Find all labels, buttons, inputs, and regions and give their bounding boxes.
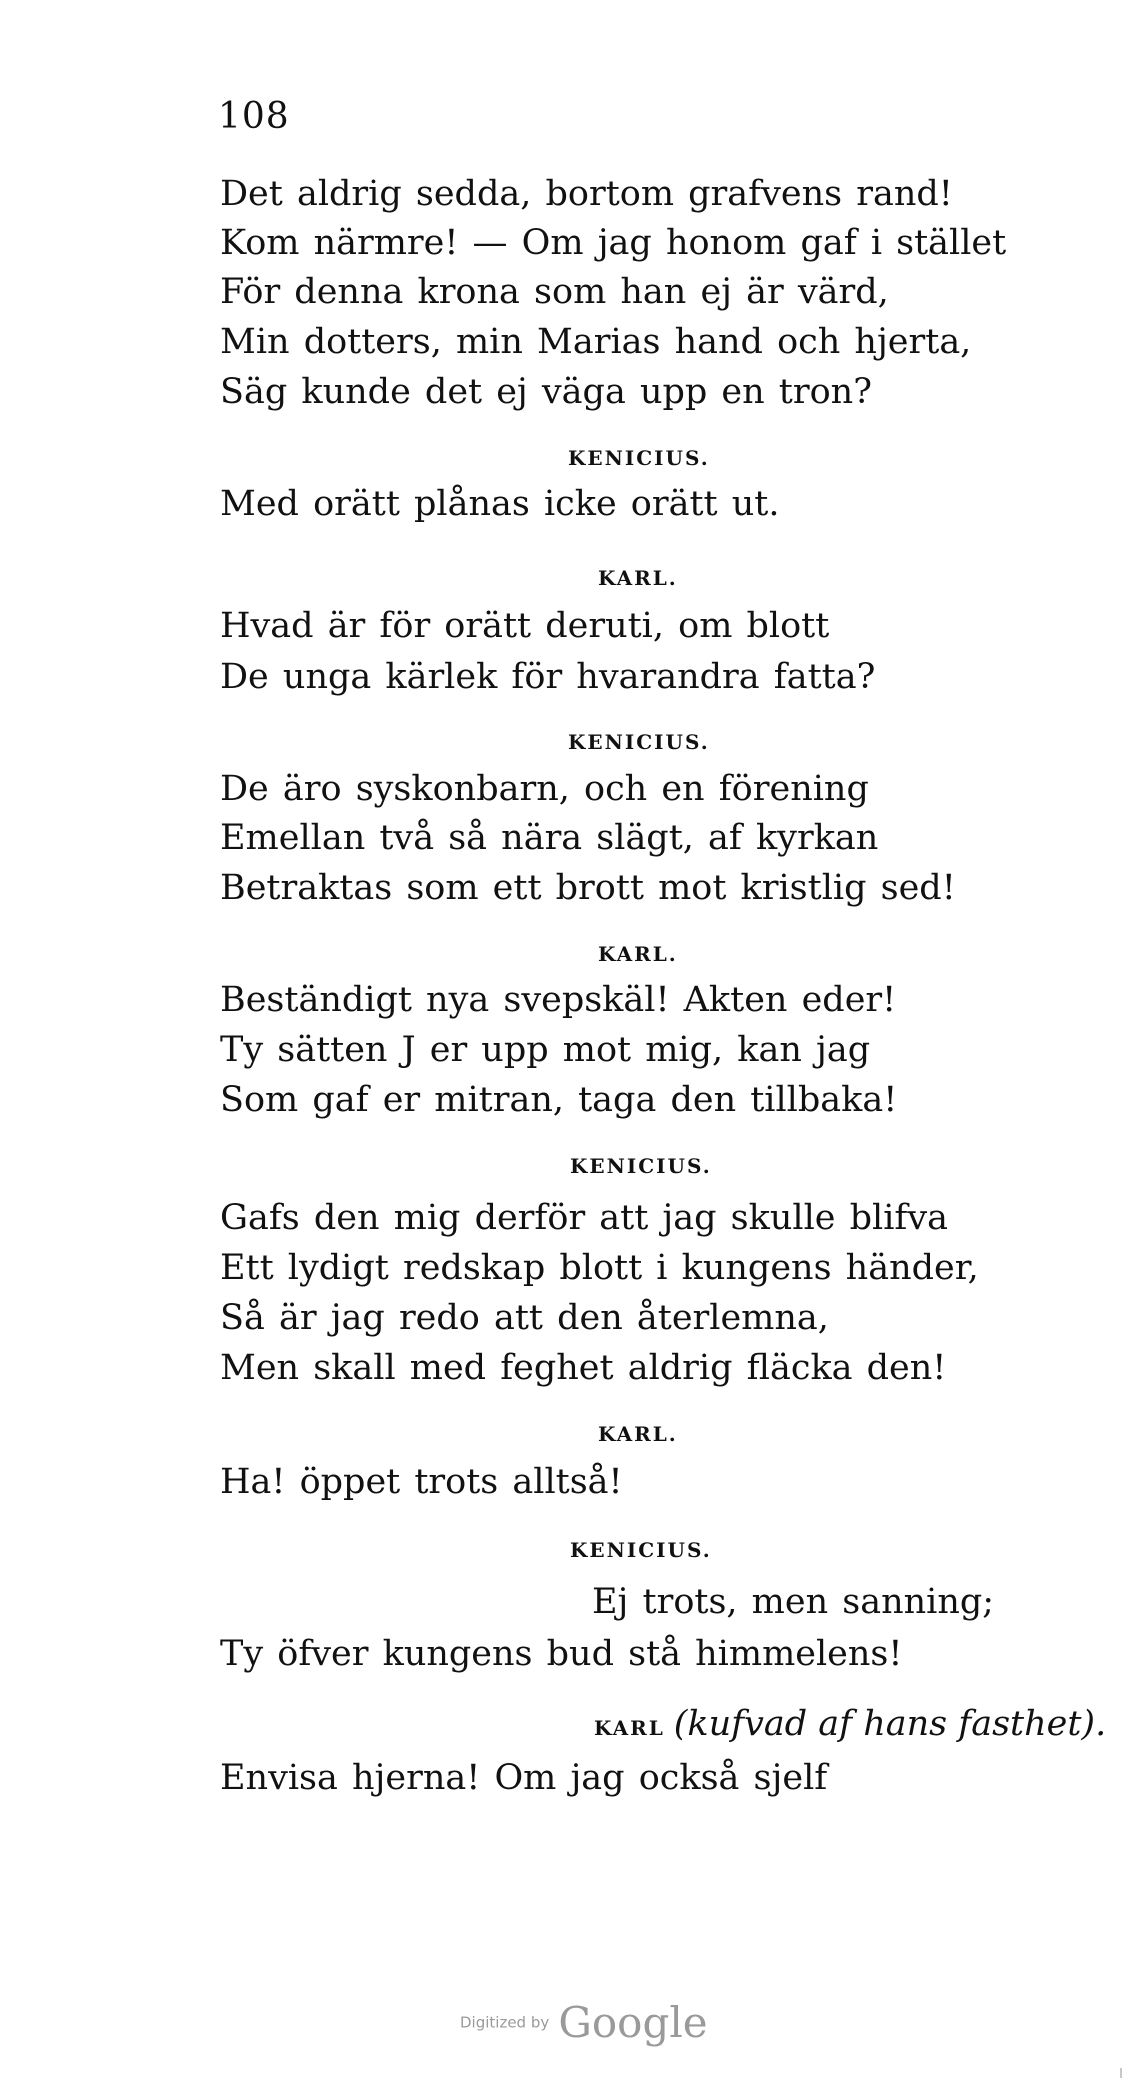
google-logo: Google: [558, 1998, 708, 2047]
verse-line: Ett lydigt redskap blott i kungens händer,: [220, 1248, 979, 1288]
verse-line: Beständigt nya svepskäl! Akten eder!: [220, 980, 897, 1020]
speaker-name: KARL: [594, 1716, 665, 1740]
stage-direction: (kufvad af hans fasthet).: [673, 1704, 1107, 1744]
verse-line: Men skall med feghet aldrig fläcka den!: [220, 1348, 947, 1388]
digitized-watermark: [460, 1998, 708, 2047]
speaker-name: KENICIUS.: [568, 730, 710, 754]
verse-line: De äro syskonbarn, och en förening: [220, 769, 869, 809]
verse-line: Betraktas som ett brott mot kristlig sed!: [220, 868, 956, 908]
scan-mark: [1120, 2068, 1122, 2078]
verse-line: Hvad är för orätt deruti, om blott: [220, 606, 830, 646]
speaker-name: KENICIUS.: [570, 1538, 712, 1562]
verse-line: Så är jag redo att den återlemna,: [220, 1298, 829, 1338]
verse-line: Ha! öppet trots alltså!: [220, 1462, 623, 1502]
speaker-name: KARL.: [598, 942, 678, 966]
verse-line: De unga kärlek för hvarandra fatta?: [220, 657, 876, 697]
verse-line: Som gaf er mitran, taga den tillbaka!: [220, 1080, 898, 1120]
page-number: 108: [218, 96, 290, 137]
speaker-name: KARL.: [598, 566, 678, 590]
verse-line: Gafs den mig derför att jag skulle blifva: [220, 1198, 948, 1238]
verse-line: Ej trots, men sanning;: [592, 1582, 995, 1622]
verse-line: Min dotters, min Marias hand och hjerta,: [220, 322, 972, 362]
verse-line: Det aldrig sedda, bortom grafvens rand!: [220, 174, 953, 214]
verse-line: Ty sätten J er upp mot mig, kan jag: [220, 1030, 871, 1070]
speaker-name: KENICIUS.: [568, 446, 710, 470]
verse-line: Envisa hjerna! Om jag också sjelf: [220, 1758, 828, 1798]
watermark-prefix: Digitized by: [460, 2013, 550, 2032]
verse-line: Kom närmre! — Om jag honom gaf i stället: [220, 223, 1007, 263]
speaker-name: KARL.: [598, 1422, 678, 1446]
verse-line: För denna krona som han ej är värd,: [220, 272, 889, 312]
verse-line: Med orätt plånas icke orätt ut.: [220, 484, 780, 524]
speaker-with-direction: [594, 1704, 1106, 1744]
verse-line: Emellan två så nära slägt, af kyrkan: [220, 818, 879, 858]
speaker-name: KENICIUS.: [570, 1154, 712, 1178]
verse-line: Ty öfver kungens bud stå himmelens!: [220, 1634, 903, 1674]
verse-line: Säg kunde det ej väga upp en tron?: [220, 372, 872, 412]
